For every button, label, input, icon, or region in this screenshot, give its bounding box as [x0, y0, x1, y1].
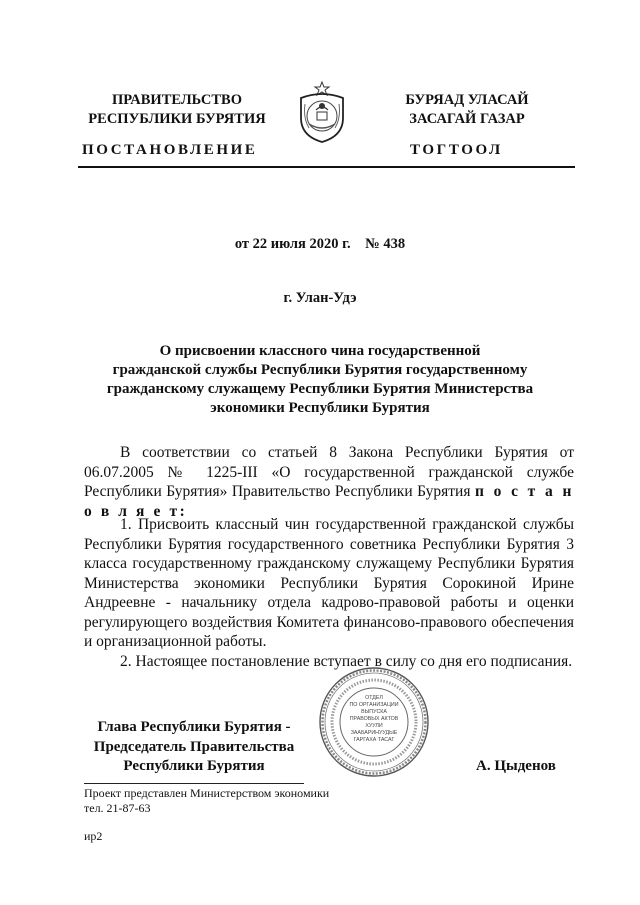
- header-right: [362, 91, 572, 129]
- city: г. Улан-Удэ: [283, 290, 357, 306]
- footer-code: ир2: [84, 829, 103, 843]
- title-line: экономики Республики Бурятия: [210, 400, 430, 416]
- header-left: [72, 91, 282, 129]
- header-left-line2: РЕСПУБЛИКИ БУРЯТИЯ: [88, 111, 266, 127]
- signatory-position: [84, 718, 304, 777]
- official-stamp: [318, 666, 430, 778]
- footer-phone: тел. 21-87-63: [84, 801, 151, 815]
- signatory-line: Председатель Правительства: [93, 738, 295, 755]
- footer-prepared-by: Проект представлен Министерством экономики: [84, 786, 330, 800]
- title-line: О присвоении классного чина государственной: [159, 343, 481, 359]
- footer-note: [84, 786, 329, 816]
- coat-of-arms: [295, 80, 349, 144]
- header-right-line1: БУРЯАД УЛАСАЙ: [405, 92, 529, 108]
- header-left-line1: ПРАВИТЕЛЬСТВО: [112, 92, 242, 108]
- signatory-line: Республики Бурятия: [123, 758, 265, 774]
- signatory-line: Глава Республики Бурятия -: [97, 719, 291, 735]
- header-rule: [78, 166, 575, 168]
- decree-word: п о с т а н о в л я е т:: [84, 483, 574, 520]
- header-right-line2: ЗАСАГАЙ ГАЗАР: [409, 111, 525, 127]
- preamble-text: В соответствии со статьей 8 Закона Республики Бурятия от 06.07.2005 № 1225-III «О государственной гражданской службе Республики Бурятия» Правительство Республики Бурятия: [84, 444, 574, 500]
- clause-1: 1. Присвоить классный чин государственной гражданской службы Республики Бурятия государственного советника Республики Бурятия 3 класса государственному гражданскому служащему Республики Бурятия Министерства экономики Республики Бурятия Сорокиной Ирине Андреевне - начальнику отдела кадрово-правовой работы и оценки регулирующего воздействия Комитета финансово-правового обеспечения и организационной работы.: [84, 516, 574, 650]
- doc-type-bur: ТОГТООЛ: [410, 142, 503, 158]
- date-number: от 22 июля 2020 г. № 438: [234, 236, 406, 252]
- signatory-name: А. Цыденов: [476, 758, 556, 774]
- clause-2: 2. Настоящее постановление вступает в силу со дня его подписания.: [120, 653, 573, 670]
- title-line: гражданскому служащему Республики Бурятия Министерства: [106, 381, 534, 397]
- footer-rule: [84, 783, 304, 784]
- doc-type-ru: ПОСТАНОВЛЕНИЕ: [82, 142, 258, 158]
- document-title: [0, 342, 640, 418]
- stamp-inner-text: ОТДЕЛ ПО ОРГАНИЗАЦИИ ВЫПУСКА ПРАВОВЫХ АКТОВ ХУУЛИ ЗААБАРИНУУДЫЕ ГАРГАХА ТАСАГ: [349, 695, 399, 743]
- preamble: [84, 443, 574, 521]
- title-line: гражданской службы Республики Бурятия государственному: [112, 362, 528, 378]
